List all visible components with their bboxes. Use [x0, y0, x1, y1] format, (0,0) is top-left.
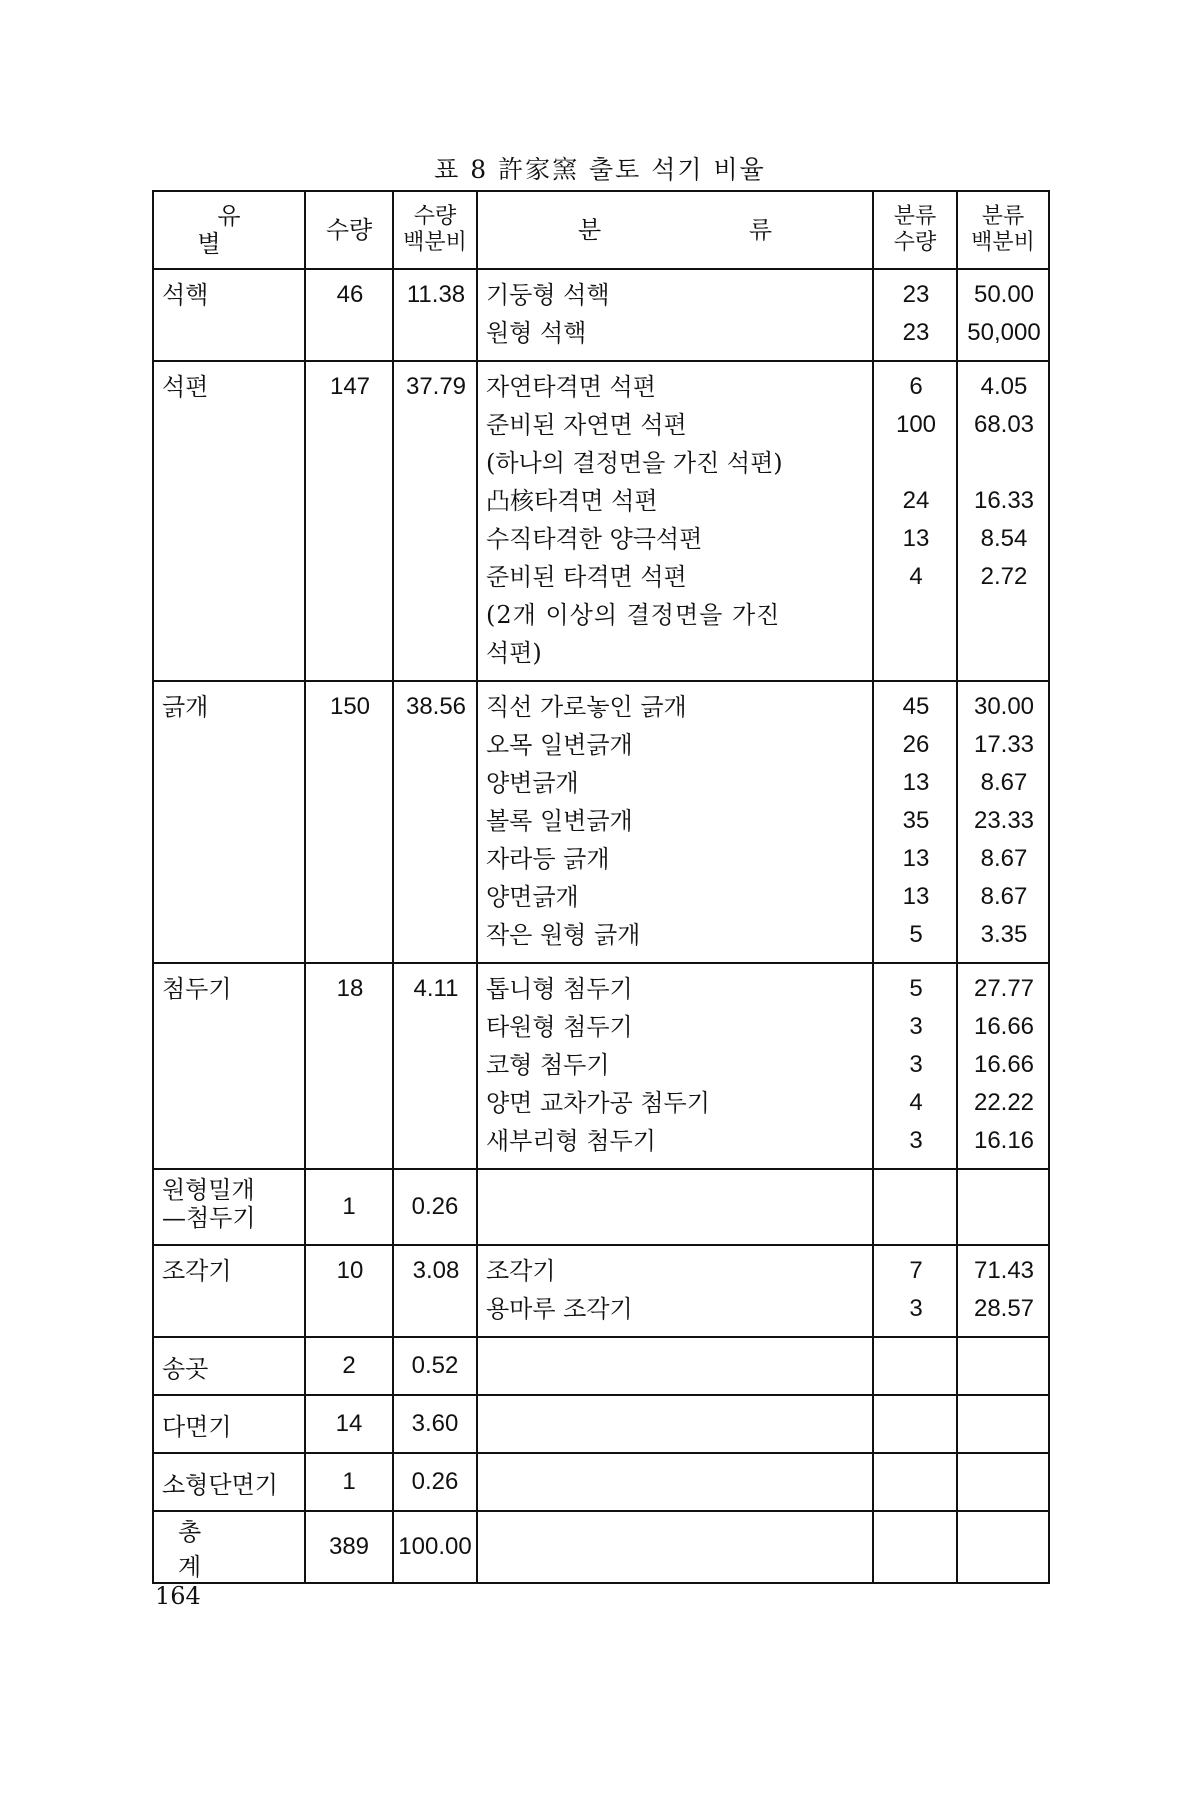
- classification-cell: [477, 1511, 873, 1583]
- header-class-qty: [873, 191, 957, 269]
- item-pct: 30.00: [973, 693, 1035, 720]
- qty-value: 46: [336, 281, 364, 308]
- item-name: 자연타격면 석편: [486, 373, 656, 401]
- table-row: [153, 963, 1049, 1169]
- category-cell: [153, 681, 305, 963]
- total-qty-value: 389: [328, 1533, 370, 1560]
- table-row: [153, 1245, 1049, 1337]
- class-pct-cell: [957, 1245, 1049, 1337]
- header-qty-pct-line2: 백분비: [403, 230, 467, 255]
- item-qty: 4: [909, 563, 923, 590]
- class-qty-cell: [873, 1245, 957, 1337]
- item-qty: 13: [902, 883, 930, 910]
- item-pct: 16.16: [973, 1127, 1035, 1154]
- item-name: 볼록 일변긁개: [486, 807, 633, 835]
- total-row: [153, 1511, 1049, 1583]
- category-cell: [153, 1245, 305, 1337]
- qty-cell: [305, 361, 393, 681]
- item-qty: 5: [909, 921, 923, 948]
- table-row: [153, 1453, 1049, 1511]
- item-qty: 24: [902, 487, 930, 514]
- classification-cell: [477, 1395, 873, 1453]
- qty-cell: [305, 963, 393, 1169]
- pct-cell: [393, 681, 477, 963]
- qty-value: 147: [329, 373, 371, 400]
- item-pct: 8.54: [980, 525, 1028, 552]
- class-qty-cell: [873, 681, 957, 963]
- category-label: 석편: [162, 373, 209, 401]
- item-name: 자라등 긁개: [486, 845, 610, 873]
- qty-cell: [305, 1169, 393, 1245]
- item-name: 기둥형 석핵: [486, 281, 610, 309]
- pct-value: 37.79: [405, 373, 467, 400]
- header-type: [153, 191, 305, 269]
- item-name: 작은 원형 긁개: [486, 921, 641, 949]
- header-qty-label: 수량: [325, 216, 373, 244]
- item-pct: 50,000: [967, 319, 1041, 346]
- item-qty: 13: [902, 845, 930, 872]
- category-cell: [153, 269, 305, 361]
- classification-cell: [477, 1337, 873, 1395]
- item-qty: [882, 444, 950, 482]
- qty-value: 2: [342, 1352, 356, 1379]
- classification-cell: [477, 1169, 873, 1245]
- item-name: 양변긁개: [486, 769, 579, 797]
- item-pct: 17.33: [973, 731, 1035, 758]
- item-name: 준비된 자연면 석편: [486, 411, 687, 439]
- item-pct: 16.66: [973, 1051, 1035, 1078]
- pct-cell: [393, 1245, 477, 1337]
- header-class-qty-line1: 분류: [893, 204, 937, 229]
- category-label: 다면기: [162, 1412, 232, 1441]
- category-label-line2: —첨두기: [162, 1204, 256, 1232]
- classification-cell: [477, 1453, 873, 1511]
- class-pct-cell: [957, 681, 1049, 963]
- qty-cell: [305, 1245, 393, 1337]
- category-label: 조각기: [162, 1257, 232, 1285]
- item-name: (2개 이상의 결정면을 가진: [486, 601, 781, 629]
- class-qty-cell: [873, 963, 957, 1169]
- pct-value: 0.26: [411, 1468, 459, 1495]
- item-pct: 16.66: [973, 1013, 1035, 1040]
- page-number: 164: [155, 1582, 201, 1610]
- item-pct: 16.33: [973, 487, 1035, 514]
- category-label: 석핵: [162, 281, 209, 309]
- pct-cell: [393, 269, 477, 361]
- pct-value: 3.08: [412, 1257, 460, 1284]
- item-name: 凸核타격면 석편: [486, 487, 658, 515]
- pct-cell: [393, 963, 477, 1169]
- item-qty: 4: [909, 1089, 923, 1116]
- pct-value: 3.60: [411, 1410, 459, 1437]
- classification-cell: [477, 963, 873, 1169]
- category-cell: [153, 361, 305, 681]
- class-qty-cell: [873, 361, 957, 681]
- classification-cell: [477, 269, 873, 361]
- header-class-qty-line2: 수량: [893, 230, 937, 255]
- pct-cell: [393, 1337, 477, 1395]
- total-pct-value: 100.00: [398, 1533, 472, 1560]
- class-pct-cell: [957, 1169, 1049, 1245]
- item-name: 새부리형 첨두기: [486, 1127, 656, 1155]
- item-qty: 5: [909, 975, 923, 1002]
- item-pct: 2.72: [980, 563, 1028, 590]
- class-pct-cell: [957, 1511, 1049, 1583]
- item-pct: 22.22: [973, 1089, 1035, 1116]
- category-label-line1: 원형밀개: [162, 1176, 255, 1204]
- qty-cell: [305, 1453, 393, 1511]
- item-name: 오목 일변긁개: [486, 731, 633, 759]
- header-classification: [477, 191, 873, 269]
- category-cell: [153, 1511, 305, 1583]
- item-pct: 27.77: [973, 975, 1035, 1002]
- item-name: 톱니형 첨두기: [486, 975, 633, 1003]
- item-qty: 35: [902, 807, 930, 834]
- item-name: 양면 교차가공 첨두기: [486, 1089, 710, 1117]
- header-class-pct-line2: 백분비: [971, 230, 1035, 255]
- class-pct-cell: [957, 269, 1049, 361]
- item-name: 양면긁개: [486, 883, 579, 911]
- item-qty: 13: [902, 769, 930, 796]
- item-name: 원형 석핵: [486, 319, 587, 347]
- item-pct: 4.05: [980, 373, 1028, 400]
- pct-cell: [393, 1453, 477, 1511]
- category-label: 첨두기: [162, 975, 232, 1003]
- item-pct: 8.67: [980, 769, 1028, 796]
- item-name: 석편): [486, 639, 542, 667]
- category-label: 송곳: [162, 1354, 209, 1383]
- pct-value: 4.11: [413, 975, 459, 1002]
- item-pct: 68.03: [973, 411, 1035, 438]
- class-qty-cell: [873, 1453, 957, 1511]
- header-class-pct-line1: 분류: [981, 204, 1025, 229]
- category-cell: [153, 1453, 305, 1511]
- item-name: 코형 첨두기: [486, 1051, 610, 1079]
- header-row: [153, 191, 1049, 269]
- pct-cell: [393, 1169, 477, 1245]
- qty-cell: [305, 1337, 393, 1395]
- item-pct: 8.67: [980, 883, 1028, 910]
- header-class-pct: [957, 191, 1049, 269]
- item-qty: 23: [902, 281, 930, 308]
- table-row: [153, 1337, 1049, 1395]
- item-name: 준비된 타격면 석편: [486, 563, 687, 591]
- header-type-label: 유 별: [197, 202, 281, 258]
- table-row: [153, 1169, 1049, 1245]
- pct-value: 11.38: [406, 281, 466, 308]
- item-pct: 23.33: [973, 807, 1035, 834]
- qty-cell: [305, 1511, 393, 1583]
- qty-value: 10: [336, 1257, 364, 1284]
- qty-value: 14: [335, 1410, 363, 1437]
- pct-value: 0.26: [411, 1193, 459, 1220]
- table-row: [153, 269, 1049, 361]
- class-qty-cell: [873, 269, 957, 361]
- item-name: 조각기: [486, 1257, 556, 1285]
- qty-cell: [305, 269, 393, 361]
- class-pct-cell: [957, 1453, 1049, 1511]
- item-qty: 26: [902, 731, 930, 758]
- category-cell: [153, 1169, 305, 1245]
- total-label: 총 계: [178, 1518, 242, 1581]
- category-label: 소형단면기: [162, 1470, 278, 1499]
- pct-value: 38.56: [405, 693, 467, 720]
- header-qty: [305, 191, 393, 269]
- category-cell: [153, 1337, 305, 1395]
- class-pct-cell: [957, 1337, 1049, 1395]
- item-qty: 3: [909, 1013, 923, 1040]
- classification-cell: [477, 1245, 873, 1337]
- qty-value: 18: [336, 975, 364, 1002]
- header-qty-pct: [393, 191, 477, 269]
- category-cell: [153, 1395, 305, 1453]
- stone-tool-ratio-table: [152, 190, 1050, 1584]
- class-qty-cell: [873, 1511, 957, 1583]
- table-title: 표 8 許家窯 출토 석기 비율: [434, 155, 766, 184]
- item-pct: 28.57: [973, 1295, 1035, 1322]
- item-pct: 71.43: [973, 1257, 1035, 1284]
- class-pct-cell: [957, 963, 1049, 1169]
- item-qty: 3: [909, 1127, 923, 1154]
- class-qty-cell: [873, 1395, 957, 1453]
- qty-value: 150: [329, 693, 371, 720]
- category-label: 긁개: [162, 693, 209, 721]
- table-row: [153, 1395, 1049, 1453]
- item-qty: 13: [902, 525, 930, 552]
- class-qty-cell: [873, 1337, 957, 1395]
- header-qty-pct-line1: 수량: [413, 204, 457, 229]
- item-qty: 23: [902, 319, 930, 346]
- item-qty: 45: [902, 693, 930, 720]
- class-pct-cell: [957, 361, 1049, 681]
- item-name: (하나의 결정면을 가진 석편): [486, 449, 783, 477]
- item-qty: 3: [909, 1051, 923, 1078]
- pct-value: 0.52: [411, 1352, 459, 1379]
- qty-cell: [305, 1395, 393, 1453]
- pct-cell: [393, 1395, 477, 1453]
- item-pct: 3.35: [980, 921, 1028, 948]
- category-cell: [153, 963, 305, 1169]
- classification-cell: [477, 361, 873, 681]
- classification-cell: [477, 681, 873, 963]
- table-row: [153, 361, 1049, 681]
- qty-value: 1: [342, 1193, 356, 1220]
- class-pct-cell: [957, 1395, 1049, 1453]
- item-qty: 6: [909, 373, 923, 400]
- qty-value: 1: [342, 1468, 356, 1495]
- item-pct: 8.67: [980, 845, 1028, 872]
- pct-cell: [393, 1511, 477, 1583]
- item-name: 수직타격한 양극석편: [486, 525, 703, 553]
- class-qty-cell: [873, 1169, 957, 1245]
- item-qty: 7: [909, 1257, 923, 1284]
- item-pct: [966, 444, 1042, 482]
- item-qty: 100: [895, 411, 937, 438]
- pct-cell: [393, 361, 477, 681]
- item-name: 직선 가로놓인 긁개: [486, 693, 687, 721]
- qty-cell: [305, 681, 393, 963]
- header-classification-label: 분 류: [578, 216, 842, 244]
- table-row: [153, 681, 1049, 963]
- item-pct: 50.00: [973, 281, 1035, 308]
- item-name: 용마루 조각기: [486, 1295, 633, 1323]
- item-name: 타원형 첨두기: [486, 1013, 633, 1041]
- item-qty: 3: [909, 1295, 923, 1322]
